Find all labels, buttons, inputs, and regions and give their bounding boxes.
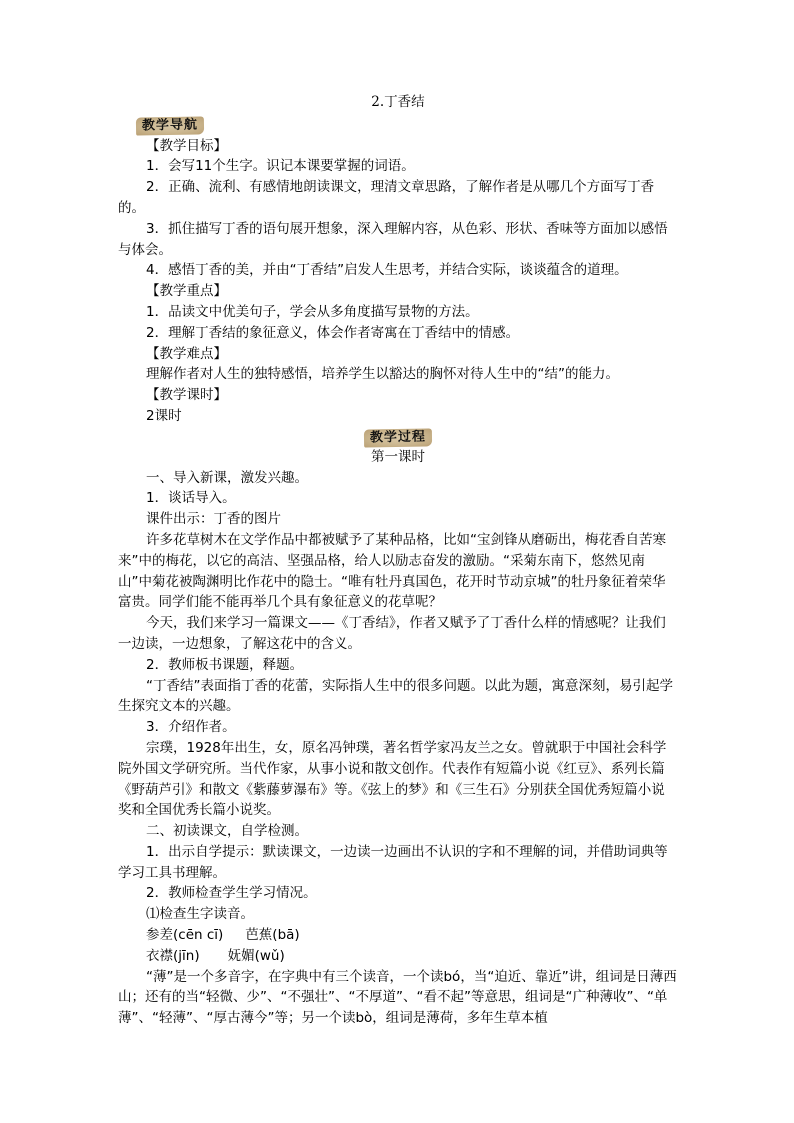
pinyin-word: 芭蕉(bā) <box>245 927 300 944</box>
pinyin-row <box>118 925 678 946</box>
intro-paragraph: 今天，我们来学习一篇课文——《丁香结》，作者又赋予了丁香什么样的情感呢？让我们一边读，一边想象，了解这花中的含义。 <box>118 615 666 652</box>
title-explanation-paragraph: “丁香结”表面指丁香的花蕾，实际指人生中的很多问题。以此为题，寓意深刻，易引起学生探究文本的兴趣。 <box>118 677 673 715</box>
pinyin-word: 妩媚(wǔ) <box>227 947 285 964</box>
courseware-note: 课件出示：丁香的图片 <box>146 511 281 528</box>
key-points-header: 【教学重点】 <box>146 283 227 300</box>
hours-text: 2课时 <box>146 407 182 424</box>
lesson-title: 2.丁香结 <box>371 94 425 110</box>
section-two-item: 1．出示自学提示：默读课文，一边读一边画出不认识的字和不理解的词，并借助词典等学习工具书理解。 <box>118 843 668 881</box>
goals-header: 【教学目标】 <box>146 137 227 154</box>
section-one-item: 3．介绍作者。 <box>146 719 236 736</box>
hours-header: 【教学课时】 <box>146 387 227 404</box>
key-point-item: 2．理解丁香结的象征意义，体会作者寄寓在丁香结中的情感。 <box>146 324 520 341</box>
key-point-item: 1．品读文中优美句子，学会从多角度描写景物的方法。 <box>146 303 479 320</box>
goal-item: 4．感悟丁香的美，并由“丁香结”启发人生思考，并结合实际，谈谈蕴含的道理。 <box>146 262 628 279</box>
author-introduction-paragraph: 宗璞，1928年出生，女，原名冯钟璞，著名哲学家冯友兰之女。曾就职于中国社会科学院外国文学研究所。当代作家，从事小说和散文创作。代表作有短篇小说《红豆》、系列长篇《野葫芦引》和散文《紫藤萝瀑布》等。《弦上的梦》和《三生石》分别获全国优秀短篇小说奖和全国优秀长篇小说奖。 <box>118 739 667 819</box>
section-one-title: 一、导入新课，激发兴趣。 <box>146 469 308 486</box>
difficulty-header: 【教学难点】 <box>146 345 227 362</box>
lesson-one-heading: 第一课时 <box>371 448 425 465</box>
intro-paragraph: 许多花草树木在文学作品中都被赋予了某种品格，比如“宝剑锋从磨砺出，梅花香自苦寒来”中的梅花，以它的高洁、坚强品格，给人以励志奋发的激励。“采菊东南下，悠然见南山”中菊花被陶渊明比作花中的隐士。“唯有牡丹真国色，花开时节动京城”的牡丹象征着荣华富贵。同学们能不能再举几个具有象征意义的花草呢？ <box>118 531 666 611</box>
goal-item: 3．抓住描写丁香的语句展开想象，深入理解内容，从色彩、形状、香味等方面加以感悟与体会。 <box>118 220 668 258</box>
teaching-process-banner: 教学过程 <box>364 428 432 447</box>
document-page <box>118 92 678 1029</box>
polyphone-explanation-paragraph: “薄”是一个多音字，在字典中有三个读音，一个读bó，当“迫近、靠近”讲，组词是日薄西山；还有的当“轻微、少”、“不强壮”、“不厚道”、“看不起”等意思，组词是“广种薄收”、“单薄”、“轻薄”、“厚古薄今”等；另一个读bò，组词是薄荷，多年生草本植 <box>118 968 677 1027</box>
difficulty-text: 理解作者对人生的独特感悟，培养学生以豁达的胸怀对待人生中的“结”的能力。 <box>146 366 619 383</box>
goal-item: 2．正确、流利、有感情地朗读课文，理清文章思路，了解作者是从哪几个方面写丁香的。 <box>118 179 655 216</box>
pinyin-word: 参差(cēn cī) <box>146 927 224 944</box>
section-two-item: 2．教师检查学生学习情况。 <box>146 885 317 902</box>
pinyin-word: 衣襟(jīn) <box>146 947 200 964</box>
goal-item: 1．会写11个生字。识记本课要掌握的词语。 <box>146 158 415 175</box>
section-two-subitem: ⑴检查生字读音。 <box>146 906 254 923</box>
section-one-item: 2．教师板书课题，释题。 <box>146 656 304 673</box>
teaching-navigation-banner: 教学导航 <box>136 116 204 135</box>
section-one-item: 1．谈话导入。 <box>146 490 236 507</box>
section-two-title: 二、初读课文，自学检测。 <box>146 823 308 840</box>
pinyin-row <box>118 946 678 967</box>
